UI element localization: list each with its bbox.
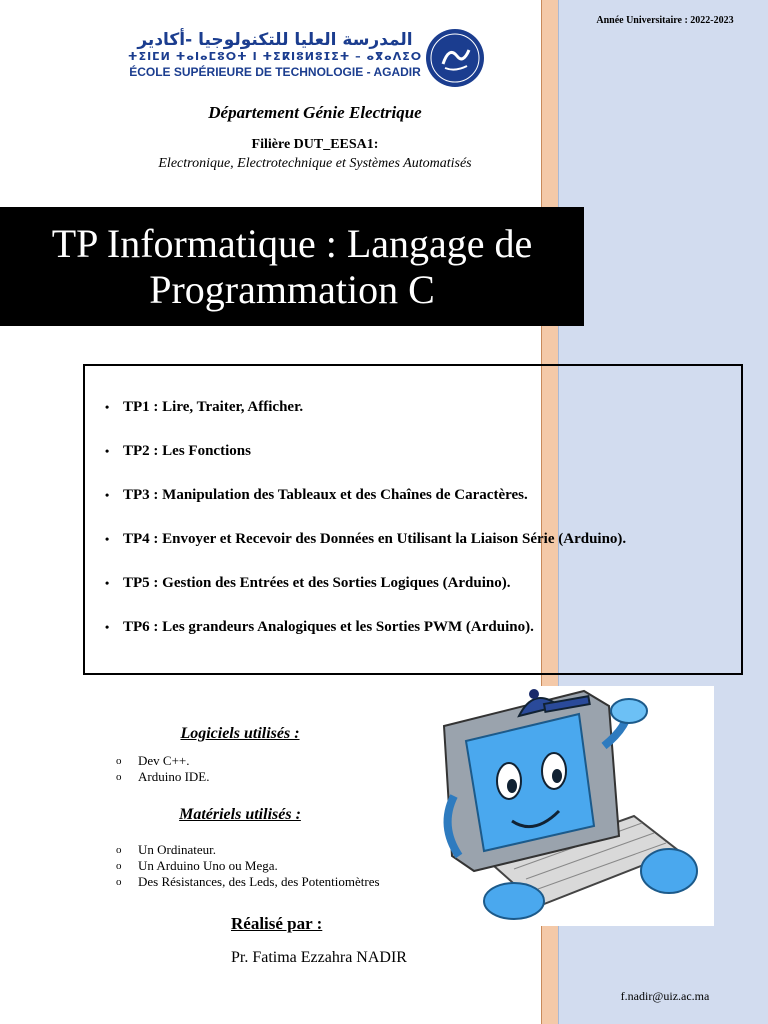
school-name-tifinagh: ⵜⵉⵏⵎⵍ ⵜⴰⵏⴰⵎⵓⵔⵜ ⵏ ⵜⵉⴽⵏⵓⵍⵓⵊⵉⵜ – ⴰⴳⴰⴷⵉⵔ: [127, 50, 423, 63]
bullet-icon: •: [105, 620, 110, 634]
school-logo-text: [125, 30, 425, 80]
list-item: • TP4 : Envoyer et Recevoir des Données en Utilisant la Liaison Série (Arduino).: [105, 531, 627, 547]
department-name: Département Génie Electrique: [208, 103, 422, 122]
circle-marker-icon: o: [116, 860, 122, 872]
document-title: TP Informatique : Langage de Programmation C: [51, 220, 533, 312]
school-name-arabic: المدرسة العليا للتكنولوجيا -أكادير: [137, 30, 413, 50]
filiere-label: Filière DUT_EESA1:: [251, 137, 379, 152]
list-item: o Arduino IDE.: [116, 769, 210, 784]
list-item: o Dev C++.: [116, 753, 190, 768]
circle-marker-icon: o: [116, 755, 122, 767]
university-seal-icon: [425, 28, 485, 88]
list-item: o Un Arduino Uno ou Mega.: [116, 858, 278, 873]
realise-label: Réalisé par :: [231, 914, 323, 933]
software-heading: Logiciels utilisés :: [180, 725, 300, 742]
list-item: o Un Ordinateur.: [116, 842, 216, 857]
circle-marker-icon: o: [116, 876, 122, 888]
circle-marker-icon: o: [116, 771, 122, 783]
author-email: f.nadir@uiz.ac.ma: [620, 989, 710, 1003]
title-banner: [0, 207, 584, 326]
list-item: • TP6 : Les grandeurs Analogiques et les Sorties PWM (Arduino).: [105, 619, 534, 635]
list-item: • TP2 : Les Fonctions: [105, 443, 251, 459]
author-name: Pr. Fatima Ezzahra NADIR: [231, 949, 407, 966]
software-list: [116, 753, 210, 785]
bullet-icon: •: [105, 488, 110, 502]
school-name-latin: ÉCOLE SUPÉRIEURE DE TECHNOLOGIE - AGADIR: [129, 65, 421, 79]
list-item: o Des Résistances, des Leds, des Potentiomètres: [116, 874, 380, 889]
bullet-icon: •: [105, 532, 110, 546]
bullet-icon: •: [105, 576, 110, 590]
tp-list: [105, 398, 626, 662]
tp-list-box: [83, 364, 743, 675]
list-item: • TP3 : Manipulation des Tableaux et des Chaînes de Caractères.: [105, 487, 528, 503]
list-item: • TP5 : Gestion des Entrées et des Sorties Logiques (Arduino).: [105, 575, 511, 591]
academic-year: Année Universitaire : 2022-2023: [596, 15, 734, 26]
bullet-icon: •: [105, 444, 110, 458]
list-item: • TP1 : Lire, Traiter, Afficher.: [105, 399, 304, 415]
computer-mascot-illustration: [434, 686, 714, 926]
bullet-icon: •: [105, 400, 110, 414]
hardware-list: [116, 842, 380, 890]
hardware-heading: Matériels utilisés :: [179, 806, 301, 823]
filiere-description: Electronique, Electrotechnique et Systèmes Automatisés: [158, 156, 472, 171]
circle-marker-icon: o: [116, 844, 122, 856]
